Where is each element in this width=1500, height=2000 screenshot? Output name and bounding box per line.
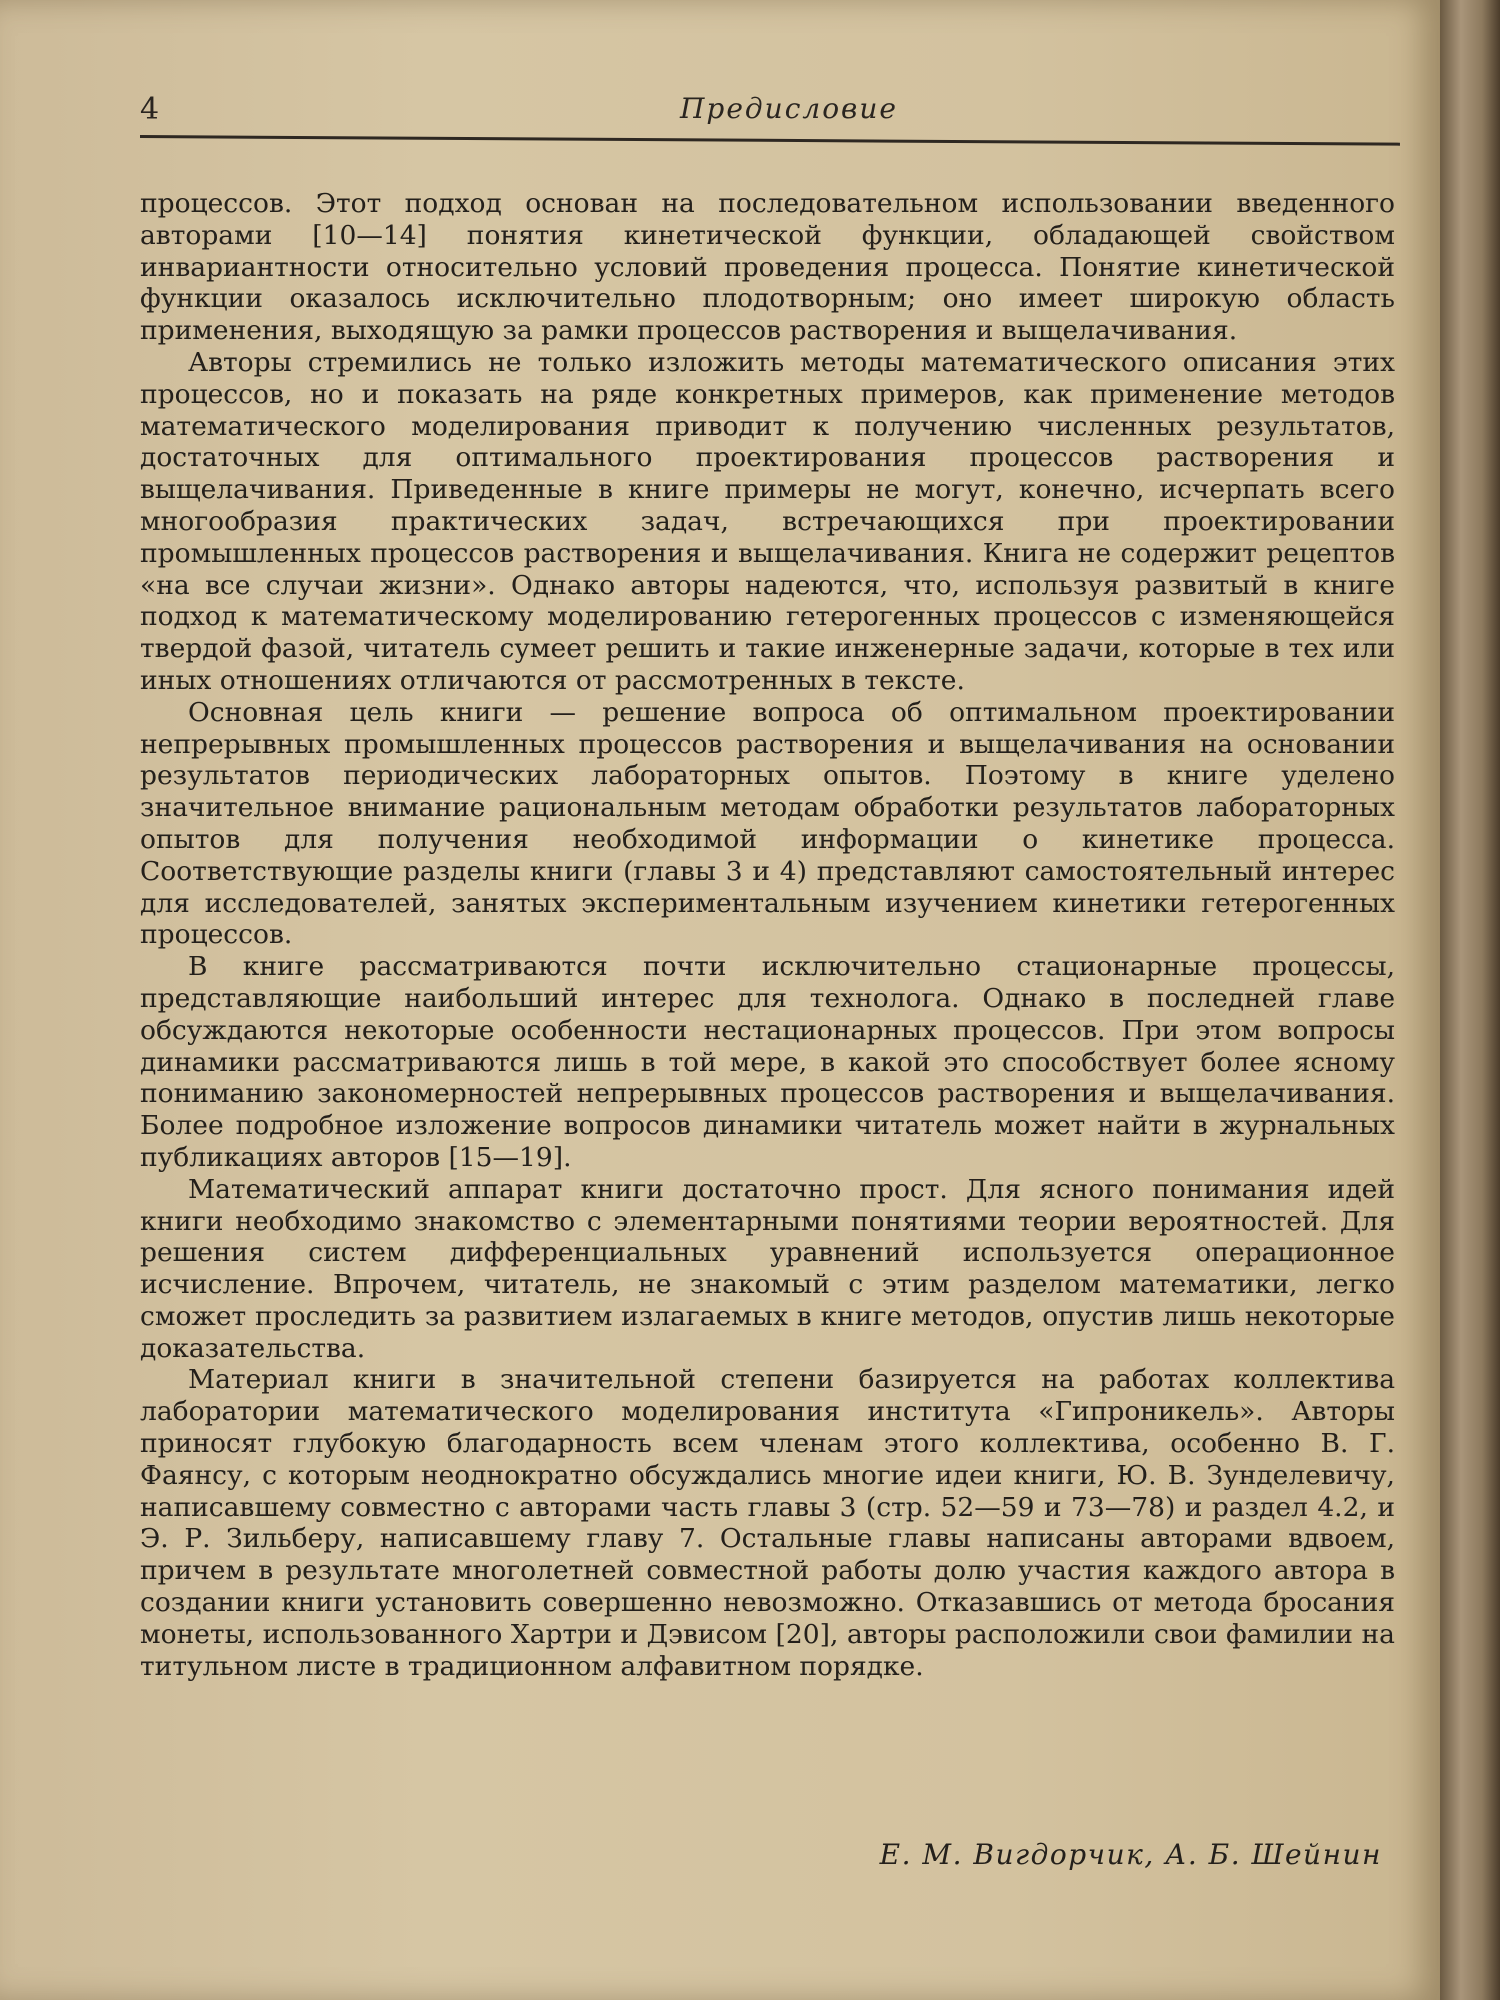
author-signature: Е. М. Вигдорчик, А. Б. Шейнин xyxy=(879,1838,1382,1871)
paragraph: Основная цель книги — решение вопроса об оптимальном проектировании непрерывных промышленных процессов растворения и выщелачивания на основании результатов периодических лабораторных опытов. Поэтому в книге уделено значительное внимание рациональным методам обработки результатов лабораторных опытов для получения необходимой информации о кинетике процесса. Соответствующие разделы книги (главы 3 и 4) представляют самостоятельный интерес для исследователей, занятых экспериментальным изучением кинетики гетерогенных процессов. xyxy=(140,696,1395,951)
running-title: Предисловие xyxy=(680,92,898,125)
page-number: 4 xyxy=(140,92,160,127)
paragraph: Авторы стремились не только изложить методы математического описания этих процессов, но и показать на ряде конкретных примеров, как применение методов математического моделирования приводит к получению численных результатов, достаточных для оптимального проектирования процессов растворения и выщелачивания. Приведенные в книге примеры не могут, конечно, исчерпать всего многообразия практических задач, встречающихся при проектировании промышленных процессов растворения и выщелачивания. Книга не содержит рецептов «на все случаи жизни». Однако авторы надеются, что, используя развитый в книге подход к математическому моделированию гетерогенных процессов с изменяющейся твердой фазой, читатель сумеет решить и такие инженерные задачи, которые в тех или иных отношениях отличаются от рассмотренных в тексте. xyxy=(140,346,1395,696)
paragraph: процессов. Этот подход основан на последовательном использовании введенного авторами [10—14] понятия кинетической функции, обладающей свойством инвариантности относительно условий проведения процесса. Понятие кинетической функции оказалось исключительно плодотворным; оно имеет широкую область применения, выходящую за рамки процессов растворения и выщелачивания. xyxy=(140,188,1395,347)
paragraph: Материал книги в значительной степени базируется на работах коллектива лаборатории математического моделирования института «Гипроникель». Авторы приносят глубокую благодарность всем членам этого коллектива, особенно В. Г. Фаянсу, с которым неоднократно обсуждались многие идеи книги, Ю. В. Зунделевичу, написавшему совместно с авторами часть главы 3 (стр. 52—59 и 73—78) и раздел 4.2, и Э. Р. Зильберу, написавшему главу 7. Остальные главы написаны авторами вдвоем, причем в результате многолетней совместной работы долю участия каждого автора в создании книги установить совершенно невозможно. Отказавшись от метода бросания монеты, использованного Хартри и Дэвисом [20], авторы расположили свои фамилии на титульном листе в традиционном алфавитном порядке. xyxy=(140,1364,1395,1682)
header-rule xyxy=(140,135,1400,146)
page-header xyxy=(140,92,1400,132)
page-edge xyxy=(1440,0,1500,2000)
paragraph: В книге рассматриваются почти исключительно стационарные процессы, представляющие наибольший интерес для технолога. Однако в последней главе обсуждаются некоторые особенности нестационарных процессов. При этом вопросы динамики рассматриваются лишь в той мере, в какой это способствует более ясному пониманию закономерностей непрерывных процессов растворения и выщелачивания. Более подробное изложение вопросов динамики читатель может найти в журнальных публикациях авторов [15—19]. xyxy=(140,951,1395,1173)
body-text xyxy=(140,188,1395,1682)
paragraph: Математический аппарат книги достаточно прост. Для ясного понимания идей книги необходимо знакомство с элементарными понятиями теории вероятностей. Для решения систем дифференциальных уравнений используется операционное исчисление. Впрочем, читатель, не знакомый с этим разделом математики, легко сможет проследить за развитием излагаемых в книге методов, опустив лишь некоторые доказательства. xyxy=(140,1173,1395,1364)
